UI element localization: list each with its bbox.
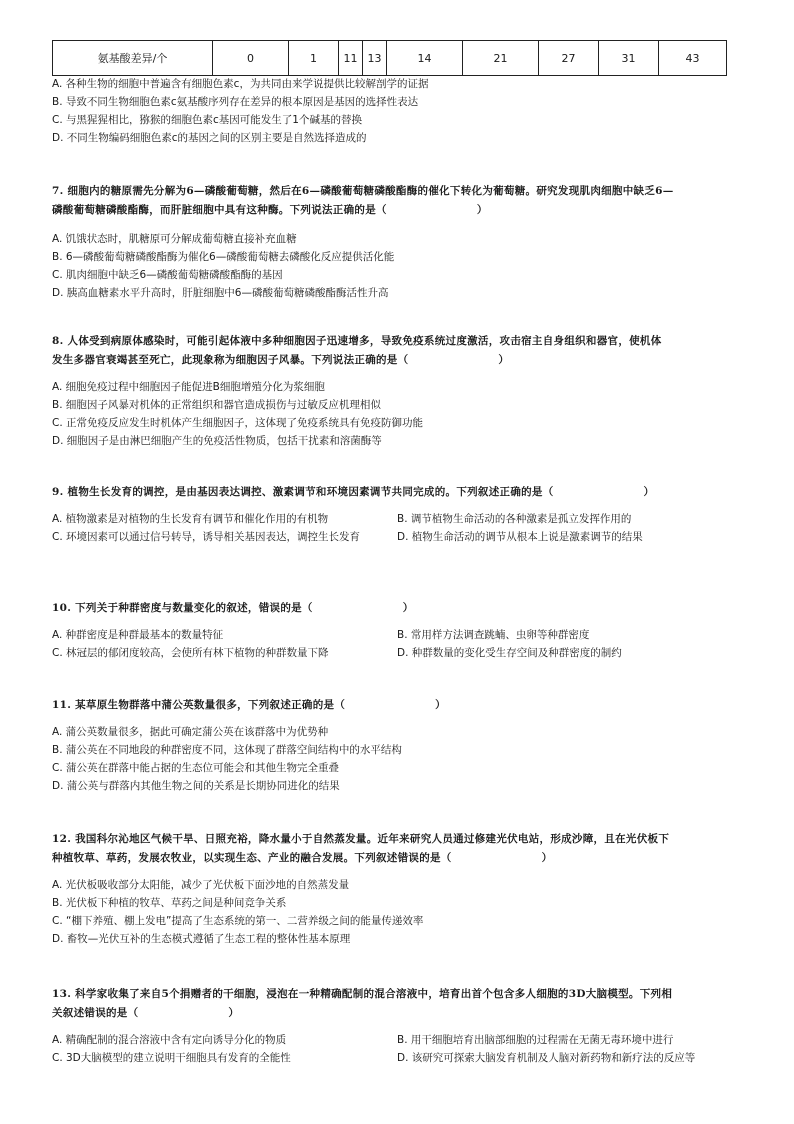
question-stem: 12. 我国科尔沁地区气候干旱、日照充裕，降水量小于自然蒸发量。近年来研究人员通过修建光伏电站，形成沙障，且在光伏板下 种植牧草、草药，发展农牧业，以实现生态、产业的融合发展。下列叙述错误的是（ ） bbox=[52, 833, 670, 864]
table-cell: 13 bbox=[363, 41, 387, 76]
option-b: B. 细胞因子风暴对机体的正常组织和器官造成损伤与过敏反应机理相似 bbox=[52, 399, 381, 411]
question-stem: 7. 细胞内的糖原需先分解为6—磷酸葡萄糖，然后在6—磷酸葡萄糖磷酸酯酶的催化下转化为葡萄糖。研究发现肌肉细胞中缺乏6— 磷酸葡萄糖磷酸酯酶，而肝脏细胞中具有这种酶。下列说法正确的是（ ） bbox=[52, 185, 674, 216]
option-a: A. 各种生物的细胞中普遍含有细胞色素c，为共同由来学说提供比较解剖学的证据 bbox=[52, 78, 429, 90]
question-10 bbox=[52, 599, 742, 662]
table-cell: 31 bbox=[599, 41, 659, 76]
table-cell: 1 bbox=[289, 41, 339, 76]
option-b: B. 常用样方法调查跳蝻、虫卵等种群密度 bbox=[397, 629, 590, 641]
option-c: C. 林冠层的郁闭度较高，会使所有林下植物的种群数量下降 bbox=[52, 647, 329, 659]
option-a: A. 蒲公英数量很多，据此可确定蒲公英在该群落中为优势种 bbox=[52, 726, 329, 738]
question-stem: 9. 植物生长发育的调控，是由基因表达调控、激素调节和环境因素调节共同完成的。下列叙述正确的是（ ） bbox=[52, 486, 655, 498]
table-cell: 0 bbox=[213, 41, 289, 76]
question-stem: 11. 某草原生物群落中蒲公英数量很多，下列叙述正确的是（ ） bbox=[52, 699, 446, 711]
option-a: A. 精确配制的混合溶液中含有定向诱导分化的物质 bbox=[52, 1034, 287, 1046]
option-a: A. 细胞免疫过程中细胞因子能促进B细胞增殖分化为浆细胞 bbox=[52, 381, 325, 393]
question-12 bbox=[52, 830, 742, 948]
question-stem: 10. 下列关于种群密度与数量变化的叙述，错误的是（ ） bbox=[52, 602, 414, 614]
table-cell: 43 bbox=[659, 41, 727, 76]
option-b: B. 用干细胞培育出脑部细胞的过程需在无菌无毒环境中进行 bbox=[397, 1034, 674, 1046]
option-c: C. 环境因素可以通过信号转导，诱导相关基因表达，调控生长发育 bbox=[52, 531, 361, 543]
option-c: C. 肌肉细胞中缺乏6—磷酸葡萄糖磷酸酯酶的基因 bbox=[52, 269, 283, 281]
option-d: D. 胰高血糖素水平升高时，肝脏细胞中6—磷酸葡萄糖磷酸酯酶活性升高 bbox=[52, 287, 389, 299]
question-stem: 8. 人体受到病原体感染时，可能引起体液中多种细胞因子迅速增多，导致免疫系统过度激活，攻击宿主自身组织和器官，使机体 发生多器官衰竭甚至死亡，此现象称为细胞因子风暴。下列说法正确的是（ ） bbox=[52, 335, 662, 366]
row-label-cell: 氨基酸差异/个 bbox=[53, 41, 213, 76]
option-b: B. 光伏板下种植的牧草、草药之间是种间竞争关系 bbox=[52, 897, 287, 909]
question-11 bbox=[52, 696, 742, 795]
option-d: D. 种群数量的变化受生存空间及种群密度的制约 bbox=[397, 647, 622, 659]
table-row bbox=[53, 41, 727, 76]
option-c: C. “棚下养殖、棚上发电”提高了生态系统的第一、二营养级之间的能量传递效率 bbox=[52, 915, 424, 927]
option-b: B. 导致不同生物细胞色素c氨基酸序列存在差异的根本原因是基因的选择性表达 bbox=[52, 96, 419, 108]
table-cell: 14 bbox=[387, 41, 463, 76]
amino-acid-difference-table bbox=[52, 40, 727, 76]
option-d: D. 不同生物编码细胞色素c的基因之间的区别主要是自然选择造成的 bbox=[52, 132, 367, 144]
option-c: C. 3D大脑模型的建立说明干细胞具有发育的全能性 bbox=[52, 1052, 291, 1064]
option-c: C. 与黑猩猩相比，猕猴的细胞色素c基因可能发生了1个碱基的替换 bbox=[52, 114, 362, 126]
question-6-options bbox=[52, 75, 742, 147]
options-grid bbox=[52, 510, 742, 546]
option-b: B. 调节植物生命活动的各种激素是孤立发挥作用的 bbox=[397, 513, 632, 525]
option-d: D. 畜牧—光伏互补的生态模式遵循了生态工程的整体性基本原理 bbox=[52, 933, 351, 945]
question-9 bbox=[52, 483, 742, 546]
table-cell: 27 bbox=[539, 41, 599, 76]
table-cell: 11 bbox=[339, 41, 363, 76]
question-13 bbox=[52, 985, 742, 1067]
option-c: C. 蒲公英在群落中能占据的生态位可能会和其他生物完全重叠 bbox=[52, 762, 340, 774]
option-a: A. 种群密度是种群最基本的数量特征 bbox=[52, 629, 224, 641]
option-d: D. 植物生命活动的调节从根本上说是激素调节的结果 bbox=[397, 531, 643, 543]
option-a: A. 饥饿状态时，肌糖原可分解成葡萄糖直接补充血糖 bbox=[52, 233, 297, 245]
question-8 bbox=[52, 332, 742, 450]
options-grid bbox=[52, 626, 742, 662]
option-b: B. 6—磷酸葡萄糖磷酸酯酶为催化6—磷酸葡萄糖去磷酸化反应提供活化能 bbox=[52, 251, 395, 263]
option-d: D. 蒲公英与群落内其他生物之间的关系是长期协同进化的结果 bbox=[52, 780, 340, 792]
question-stem: 13. 科学家收集了来自5个捐赠者的干细胞，浸泡在一种精确配制的混合溶液中，培育出首个包含多人细胞的3D大脑模型。下列相 关叙述错误的是（ ） bbox=[52, 988, 673, 1019]
option-d: D. 细胞因子是由淋巴细胞产生的免疫活性物质，包括干扰素和溶菌酶等 bbox=[52, 435, 382, 447]
option-a: A. 光伏板吸收部分太阳能，减少了光伏板下面沙地的自然蒸发量 bbox=[52, 879, 350, 891]
options-grid bbox=[52, 1031, 742, 1067]
option-c: C. 正常免疫反应发生时机体产生细胞因子，这体现了免疫系统具有免疫防御功能 bbox=[52, 417, 424, 429]
option-a: A. 植物激素是对植物的生长发育有调节和催化作用的有机物 bbox=[52, 513, 329, 525]
question-7 bbox=[52, 182, 742, 302]
option-d: D. 该研究可探索大脑发育机制及人脑对新药物和新疗法的反应等 bbox=[397, 1052, 696, 1064]
option-b: B. 蒲公英在不同地段的种群密度不同，这体现了群落空间结构中的水平结构 bbox=[52, 744, 402, 756]
table-cell: 21 bbox=[463, 41, 539, 76]
